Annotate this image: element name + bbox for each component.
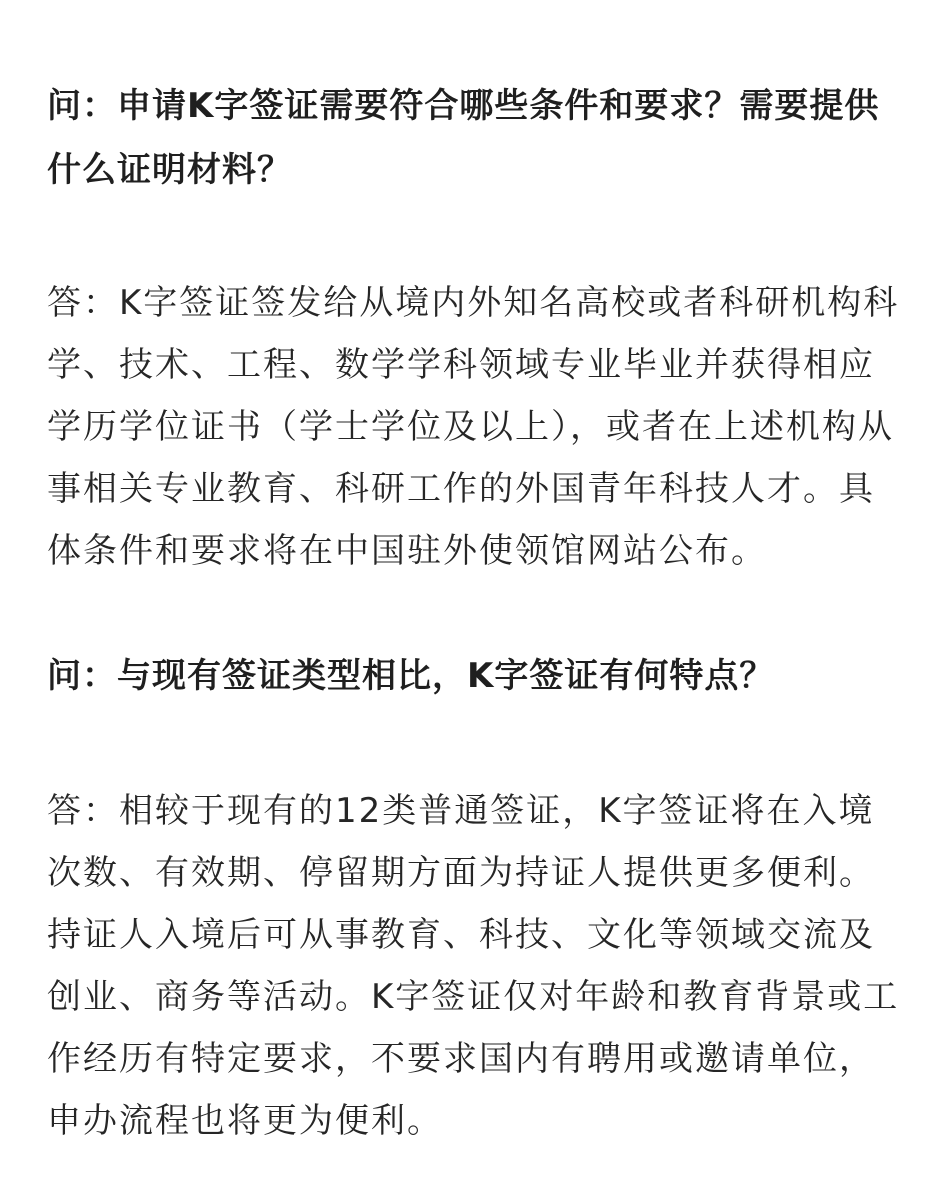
question-k-visa-requirements: 问：申请K字签证需要符合哪些条件和要求？需要提供什么证明材料？ <box>47 86 880 190</box>
answer-k-visa-features: 答：相较于现有的12类普通签证，K字签证将在入境次数、有效期、停留期方面为持证人提供更多便利。持证人入境后可从事教育、科技、文化等领域交流及创业、商务等活动。K字签证仅对年龄和教育背景或工作经历有特定要求，不要求国内有聘用或邀请单位，申办流程也将更为便利。 <box>47 791 900 1141</box>
question-k-visa-features: 问：与现有签证类型相比，K字签证有何特点？ <box>47 656 775 696</box>
answer-k-visa-requirements: 答：K字签证签发给从境内外知名高校或者科研机构科学、技术、工程、数学学科领域专业毕业并获得相应学历学位证书（学士学位及以上），或者在上述机构从事相关专业教育、科研工作的外国青年科技人才。具体条件和要求将在中国驻外使领馆网站公布。 <box>47 283 900 571</box>
faq-content <box>47 74 907 1152</box>
